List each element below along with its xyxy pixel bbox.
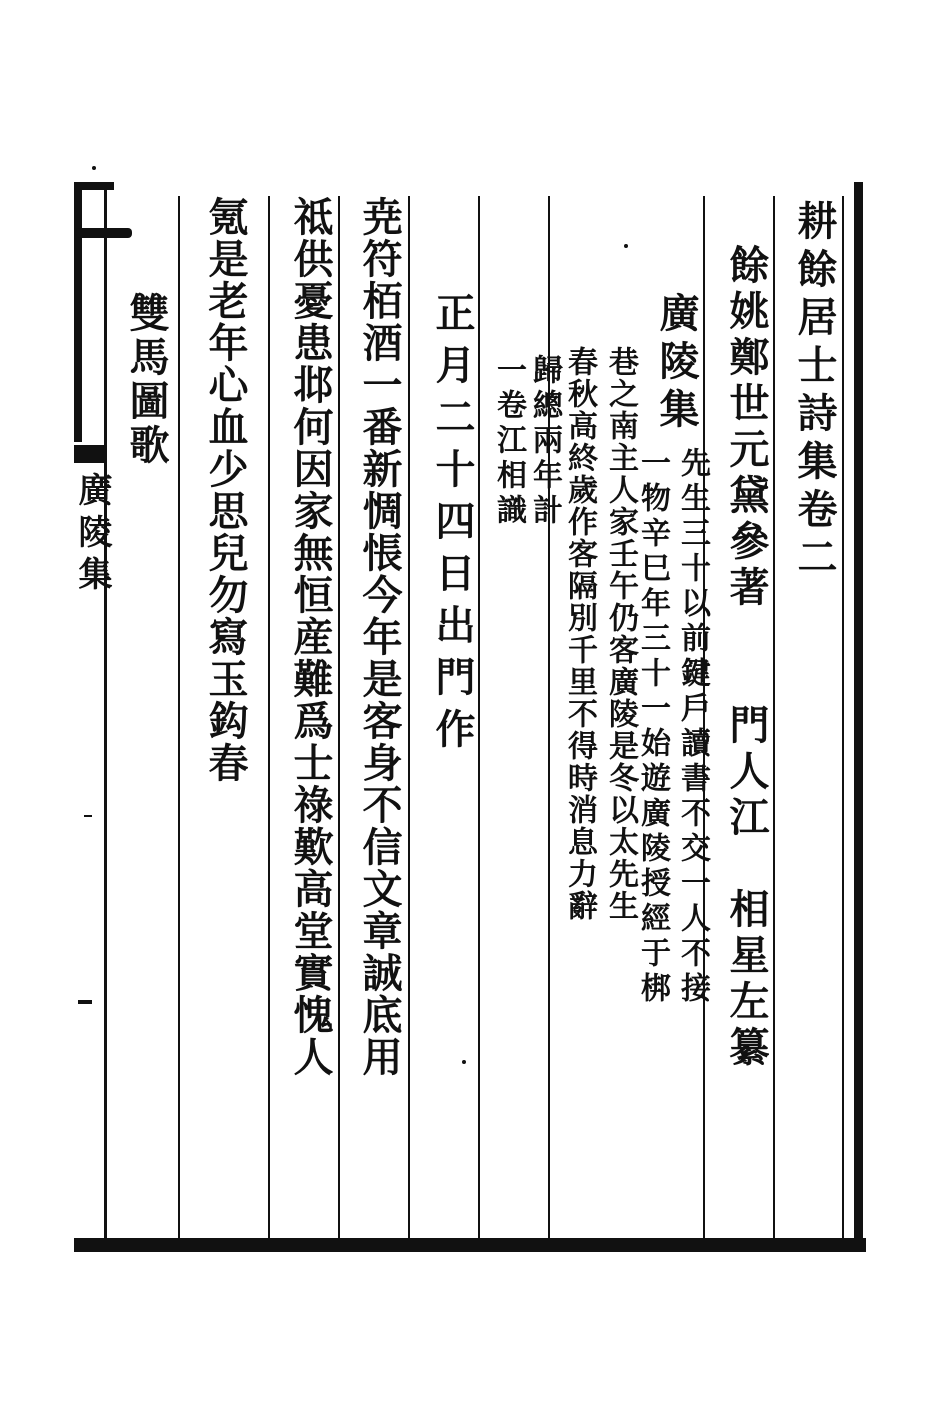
frame-left-thin-rule [104, 182, 107, 1242]
author-line: 餘姚鄭世元黛參著 門人江 相星左纂 [723, 244, 770, 1072]
preface-line: 巷之南主人家壬午仍客廣陵是冬以太先生 [603, 346, 638, 922]
poem-title: 雙馬圖歌 [123, 292, 170, 468]
column-divider [408, 196, 410, 1240]
preface-line: 春秋高終歲作客隔別千里不得時消息力辭 [562, 346, 597, 922]
frame-bottom-rule [74, 1238, 866, 1252]
fish-tail-lower [74, 445, 104, 463]
preface-line: 一物辛巳年三十一始遊廣陵授經于梆 [635, 447, 670, 1007]
ink-mark [78, 1000, 92, 1004]
book-title: 耕餘居士詩集卷二 [791, 200, 838, 584]
column-divider [548, 196, 550, 1240]
poem-line: 祗供憂患邶何因家無恒産難爲士祿歎高堂實愧人 [287, 196, 334, 1078]
collection-title: 廣陵集 [653, 292, 700, 436]
ink-speck [462, 1060, 466, 1064]
preface-line: 歸總兩年計 [527, 354, 562, 529]
column-divider [178, 196, 180, 1240]
poem-line: 氪是老年心血少思兒勿寫玉鈎春 [202, 196, 249, 784]
preface-line: 先生三十以前鍵戶讀書不交一人不接 [675, 447, 710, 1007]
column-divider [268, 196, 270, 1240]
frame-left-rule [74, 182, 82, 442]
ink-mark [84, 815, 92, 817]
ink-speck [624, 244, 628, 248]
poem-title: 正月二十四日出門作 [429, 292, 476, 760]
margin-title: 廣陵集 [72, 472, 112, 598]
frame-right-rule [854, 182, 863, 1252]
poem-line: 尭符栢酒一番新惆悵今年是客身不信文章誠底用 [356, 196, 403, 1078]
preface-line: 一卷江相識 [491, 354, 526, 529]
ink-speck [92, 166, 96, 170]
